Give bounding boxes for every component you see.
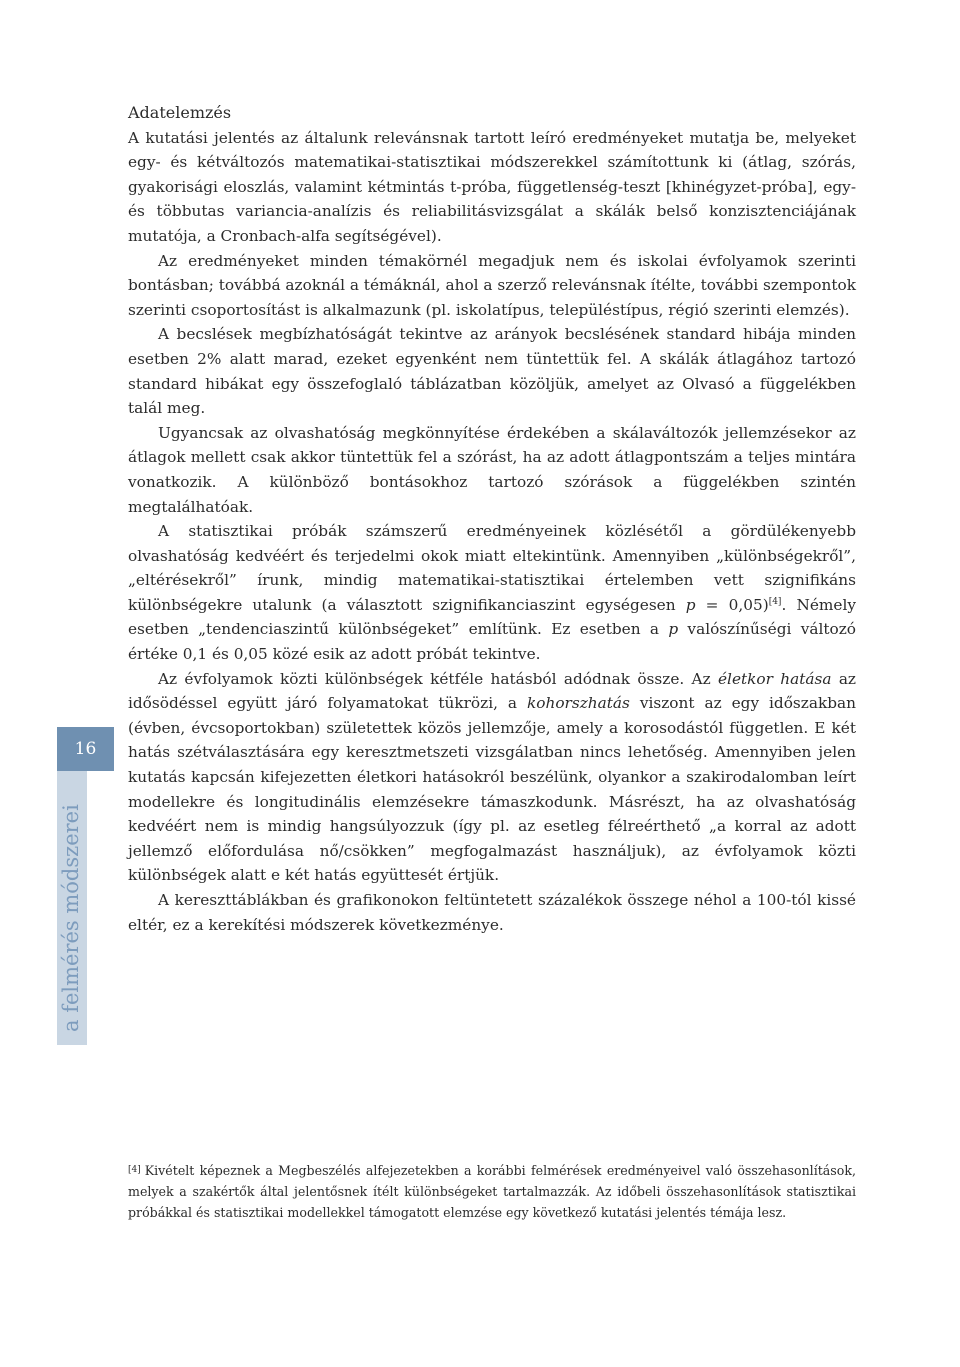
paragraph-1: A kutatási jelentés az általunk relevánsnak tartott leíró eredményeket mutatja be, melyeket egy- és kétváltozós matematikai-statisztikai módszerekkel számítottunk ki (átlag, szórás, gyakorisági eloszlás, valamint kétmintás t-próba, függetlenség-teszt [khinégyzet-próba], egy- és többutas variancia-analízis és reliabilitásvizsgálat a skálák belső konzisztenciájának mutatója, a Cronbach-alfa segítségével). [128, 128, 856, 245]
p5-text-c: . Némely esetben „tendenciaszintű különbségeket” említünk. Ez esetben a [128, 595, 856, 639]
p5-text-d: valószínűségi változó értéke 0,1 és 0,05 közé esik az adott próbát tekintve. [128, 620, 856, 664]
p5-p-symbol-2: p [668, 620, 679, 639]
running-title: a felmérés módszerei [59, 804, 83, 1032]
p6-emphasis-age-effect: életkor hatása [718, 669, 832, 688]
main-text [128, 101, 856, 937]
paragraph-5 [128, 519, 856, 667]
paragraph-3: A becslések megbízhatóságát tekintve az arányok becslésének standard hibája minden esetben 2% alatt marad, ezeket egyenként nem tüntettük fel. A skálák átlagához tartozó standard hibákat egy összefoglaló táblázatban közöljük, amelyet az Olvasó a függelékben talál meg. [128, 325, 856, 418]
p6-text-b: az idősödéssel együtt járó folyamatokat tükrözi, a [128, 669, 856, 713]
p5-p-symbol-1: p [685, 595, 696, 614]
p6-text-a: Az évfolyamok közti különbségek kétféle hatásból adódnak össze. Az [158, 669, 718, 688]
footnote-text: Kivételt képeznek a Megbeszélés alfejezetekben a korábbi felmérések eredményeivel való összehasonlítások, melyek a szakértők által jelentősnek ítélt különbségeket tartalmazzák. Az időbeli összehasonlítások statisztikai próbákkal és statisztikai modellekkel támogatott elemzése egy következő kutatási jelentés témája lesz. [128, 1163, 856, 1220]
p5-text-b: = 0,05) [695, 595, 769, 614]
p6-text-c: viszont az egy időszakban (évben, évcsoportokban) születettek közös jellemzője, amely a korosodástól független. E két hatás szétválasztására egy keresztmetszeti vizsgálatban nincs lehetőség. Amennyiben jelen kutatás kapcsán kifejezetten életkori hatásokról beszélünk, olyankor a szakirodalomban leírt modellekre és longitudinális elemzésekre támaszkodunk. Másrészt, ha az olvashatóság kedvéért nem is mindig hangsúlyozzuk (így pl. az esetleg félreérthető „a korral az adott jellemző előfordulása nő/csökken” megfogalmazást használjuk), az évfolyamok közti különbségek alatt e két hatás együttesét értjük. [128, 694, 856, 885]
footnote-marker: [4] [128, 1165, 141, 1175]
paragraph-7: A kereszttáblákban és grafikonokon feltüntetett százalékok összege néhol a 100-tól kissé eltér, ez a kerekítési módszerek következménye. [128, 891, 856, 934]
p6-emphasis-cohort-effect: kohorszhatás [527, 694, 630, 713]
footnote [128, 1160, 856, 1223]
paragraph-6 [128, 667, 856, 888]
footnote-reference: [4] [768, 596, 782, 607]
paragraph-4: Ugyancsak az olvashatóság megkönnyítése érdekében a skálaváltozók jellemzésekor az átlagok mellett csak akkor tüntettük fel a szórást, ha az adott átlagpontszám a teljes mintára vonatkozik. A különböző bontásokhoz tartozó szórások a függelékben szintén megtalálhatóak. [128, 423, 856, 516]
p5-text-a: A statisztikai próbák számszerű eredményeinek közlésétől a gördülékenyebb olvashatóság kedvéért és terjedelmi okok miatt eltekintünk. Amennyiben „különbségekről”, „eltérésekről” írunk, mindig matematikai-statisztikai értelemben vett szignifikáns különbségekre utalunk (a választott szignifikanciaszint egységesen [128, 522, 856, 614]
page-number: 16 [57, 727, 114, 771]
section-heading: Adatelemzés [128, 103, 232, 122]
paragraph-2: Az eredményeket minden témakörnél megadjuk nem és iskolai évfolyamok szerinti bontásban; továbbá azoknál a témáknál, ahol a szerző relevánsnak ítélte, további szempontok szerinti csoportosítást is alkalmazunk (pl. iskolatípus, településtípus, régió szerinti elemzés). [128, 251, 856, 319]
